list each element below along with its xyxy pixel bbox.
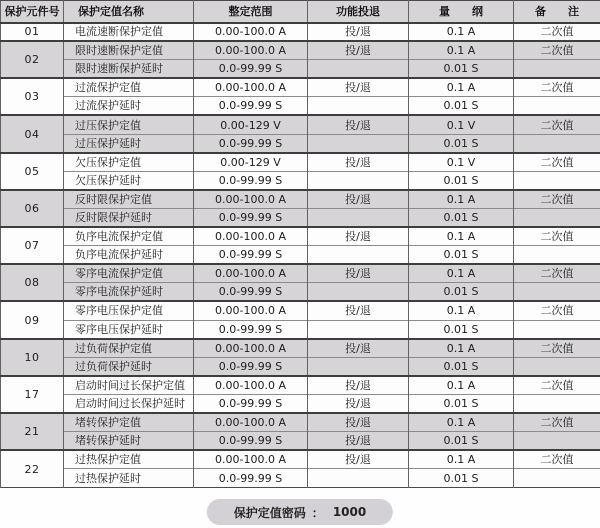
setting-name-cell: 过热保护延时 (64, 469, 194, 488)
unit-cell: 0.01 S (409, 469, 514, 488)
setting-name-cell: 欠压保护定值 (64, 153, 194, 172)
table-row (1, 153, 600, 172)
setting-name-cell: 负序电流保护定值 (64, 227, 194, 246)
table-row (1, 190, 600, 209)
setting-name-cell: 过流保护延时 (64, 97, 194, 116)
remark-cell: 二次值 (514, 115, 600, 134)
function-cell (308, 208, 409, 227)
setting-name-cell: 过流保护定值 (64, 78, 194, 97)
range-cell: 0.00-100.0 A (194, 339, 308, 358)
element-number-cell: 22 (1, 450, 64, 487)
element-number-cell: 21 (1, 413, 64, 450)
table-row (1, 394, 600, 413)
unit-cell: 0.1 A (409, 23, 514, 42)
remark-cell: 二次值 (514, 190, 600, 209)
remark-cell (514, 432, 600, 451)
table-row (1, 246, 600, 265)
setting-name-cell: 启动时间过长保护定值 (64, 376, 194, 395)
unit-cell: 0.1 V (409, 153, 514, 172)
remark-cell (514, 60, 600, 79)
remark-cell: 二次值 (514, 264, 600, 283)
setting-name-cell: 电流速断保护定值 (64, 23, 194, 42)
table-row (1, 320, 600, 339)
table-row (1, 23, 600, 42)
function-cell: 投/退 (308, 78, 409, 97)
range-cell: 0.0-99.99 S (194, 97, 308, 116)
unit-cell: 0.1 A (409, 301, 514, 320)
unit-cell: 0.1 A (409, 78, 514, 97)
range-cell: 0.00-100.0 A (194, 190, 308, 209)
range-cell: 0.00-129 V (194, 153, 308, 172)
range-cell: 0.0-99.99 S (194, 208, 308, 227)
unit-cell: 0.01 S (409, 357, 514, 376)
range-cell: 0.00-100.0 A (194, 78, 308, 97)
table-row (1, 208, 600, 227)
range-cell: 0.0-99.99 S (194, 283, 308, 302)
element-number-cell: 04 (1, 115, 64, 152)
range-cell: 0.0-99.99 S (194, 134, 308, 153)
column-header-remark: 备 注 (514, 1, 600, 23)
table-row (1, 432, 600, 451)
table-row (1, 413, 600, 432)
function-cell: 投/退 (308, 413, 409, 432)
remark-cell (514, 134, 600, 153)
element-number-cell: 01 (1, 23, 64, 42)
function-cell: 投/退 (308, 264, 409, 283)
element-number-cell: 08 (1, 264, 64, 301)
table-row (1, 115, 600, 134)
function-cell: 投/退 (308, 227, 409, 246)
element-number-cell: 10 (1, 339, 64, 376)
table-row (1, 339, 600, 358)
element-number-cell: 05 (1, 153, 64, 190)
unit-cell: 0.1 A (409, 413, 514, 432)
table-row (1, 450, 600, 469)
range-cell: 0.00-129 V (194, 115, 308, 134)
remark-cell: 二次值 (514, 153, 600, 172)
function-cell: 投/退 (308, 190, 409, 209)
range-cell: 0.00-100.0 A (194, 264, 308, 283)
range-cell: 0.00-100.0 A (194, 23, 308, 42)
function-cell (308, 283, 409, 302)
remark-cell (514, 469, 600, 488)
range-cell: 0.0-99.99 S (194, 357, 308, 376)
setting-name-cell: 堵转保护定值 (64, 413, 194, 432)
setting-name-cell: 零序电压保护延时 (64, 320, 194, 339)
function-cell: 投/退 (308, 23, 409, 42)
function-cell: 投/退 (308, 450, 409, 469)
range-cell: 0.0-99.99 S (194, 320, 308, 339)
remark-cell: 二次值 (514, 376, 600, 395)
table-row (1, 301, 600, 320)
function-cell: 投/退 (308, 115, 409, 134)
function-cell (308, 171, 409, 190)
function-cell (308, 246, 409, 265)
setting-name-cell: 反时限保护定值 (64, 190, 194, 209)
column-header-setting-name: 保护定值名称 (64, 1, 194, 23)
password-label: 保护定值密码 (233, 505, 306, 520)
table-row (1, 264, 600, 283)
unit-cell: 0.01 S (409, 283, 514, 302)
setting-name-cell: 过热保护定值 (64, 450, 194, 469)
remark-cell (514, 283, 600, 302)
unit-cell: 0.1 V (409, 115, 514, 134)
function-cell (308, 320, 409, 339)
remark-cell (514, 394, 600, 413)
setting-name-cell: 限时速断保护延时 (64, 60, 194, 79)
table-row (1, 78, 600, 97)
unit-cell: 0.1 A (409, 450, 514, 469)
function-cell (308, 469, 409, 488)
setting-name-cell: 过压保护延时 (64, 134, 194, 153)
password-pill (207, 499, 393, 525)
range-cell: 0.0-99.99 S (194, 171, 308, 190)
function-cell (308, 357, 409, 376)
remark-cell: 二次值 (514, 301, 600, 320)
remark-cell: 二次值 (514, 450, 600, 469)
element-number-cell: 17 (1, 376, 64, 413)
remark-cell: 二次值 (514, 78, 600, 97)
setting-name-cell: 零序电压保护定值 (64, 301, 194, 320)
remark-cell (514, 208, 600, 227)
table-row (1, 134, 600, 153)
function-cell (308, 134, 409, 153)
element-number-cell: 06 (1, 190, 64, 227)
setting-name-cell: 负序电流保护延时 (64, 246, 194, 265)
table-body (1, 23, 600, 488)
setting-name-cell: 堵转保护延时 (64, 432, 194, 451)
unit-cell: 0.1 A (409, 190, 514, 209)
setting-name-cell: 反时限保护延时 (64, 208, 194, 227)
range-cell: 0.00-100.0 A (194, 227, 308, 246)
column-header-element-number: 保护元件号 (1, 1, 64, 23)
table-row (1, 283, 600, 302)
unit-cell: 0.1 A (409, 376, 514, 395)
setting-name-cell: 过负荷保护定值 (64, 339, 194, 358)
setting-name-cell: 过负荷保护延时 (64, 357, 194, 376)
setting-name-cell: 零序电流保护定值 (64, 264, 194, 283)
table-row (1, 97, 600, 116)
remark-cell: 二次值 (514, 41, 600, 60)
function-cell: 投/退 (308, 394, 409, 413)
unit-cell: 0.01 S (409, 97, 514, 116)
table-row (1, 357, 600, 376)
range-cell: 0.0-99.99 S (194, 432, 308, 451)
table-row (1, 60, 600, 79)
remark-cell: 二次值 (514, 339, 600, 358)
range-cell: 0.00-100.0 A (194, 41, 308, 60)
setting-name-cell: 启动时间过长保护延时 (64, 394, 194, 413)
element-number-cell: 02 (1, 41, 64, 78)
remark-cell: 二次值 (514, 23, 600, 42)
unit-cell: 0.01 S (409, 246, 514, 265)
unit-cell: 0.01 S (409, 171, 514, 190)
remark-cell (514, 357, 600, 376)
element-number-cell: 03 (1, 78, 64, 115)
table-row (1, 227, 600, 246)
remark-cell (514, 320, 600, 339)
function-cell: 投/退 (308, 376, 409, 395)
unit-cell: 0.01 S (409, 320, 514, 339)
range-cell: 0.0-99.99 S (194, 246, 308, 265)
unit-cell: 0.01 S (409, 394, 514, 413)
unit-cell: 0.1 A (409, 339, 514, 358)
range-cell: 0.0-99.99 S (194, 469, 308, 488)
remark-cell: 二次值 (514, 413, 600, 432)
range-cell: 0.0-99.99 S (194, 394, 308, 413)
password-separator: ： (311, 505, 324, 520)
column-header-unit: 量 纲 (409, 1, 514, 23)
unit-cell: 0.01 S (409, 60, 514, 79)
unit-cell: 0.01 S (409, 208, 514, 227)
remark-cell (514, 246, 600, 265)
function-cell: 投/退 (308, 41, 409, 60)
range-cell: 0.00-100.0 A (194, 301, 308, 320)
unit-cell: 0.01 S (409, 432, 514, 451)
range-cell: 0.00-100.0 A (194, 413, 308, 432)
table-row (1, 171, 600, 190)
function-cell (308, 97, 409, 116)
range-cell: 0.0-99.99 S (194, 60, 308, 79)
table-row (1, 376, 600, 395)
setting-name-cell: 限时速断保护定值 (64, 41, 194, 60)
function-cell (308, 60, 409, 79)
unit-cell: 0.1 A (409, 227, 514, 246)
function-cell: 投/退 (308, 153, 409, 172)
remark-cell (514, 171, 600, 190)
unit-cell: 0.01 S (409, 134, 514, 153)
remark-cell: 二次值 (514, 227, 600, 246)
range-cell: 0.00-100.0 A (194, 376, 308, 395)
element-number-cell: 09 (1, 301, 64, 338)
remark-cell (514, 97, 600, 116)
function-cell: 投/退 (308, 432, 409, 451)
table-row (1, 469, 600, 488)
column-header-function: 功能投退 (308, 1, 409, 23)
function-cell: 投/退 (308, 339, 409, 358)
table-header-row (1, 1, 600, 23)
unit-cell: 0.1 A (409, 264, 514, 283)
element-number-cell: 07 (1, 227, 64, 264)
setting-name-cell: 零序电流保护延时 (64, 283, 194, 302)
function-cell: 投/退 (308, 301, 409, 320)
range-cell: 0.00-100.0 A (194, 450, 308, 469)
column-header-range: 整定范围 (194, 1, 308, 23)
password-value: 1000 (332, 505, 367, 519)
setting-name-cell: 过压保护定值 (64, 115, 194, 134)
unit-cell: 0.1 A (409, 41, 514, 60)
setting-name-cell: 欠压保护延时 (64, 171, 194, 190)
table-row (1, 41, 600, 60)
